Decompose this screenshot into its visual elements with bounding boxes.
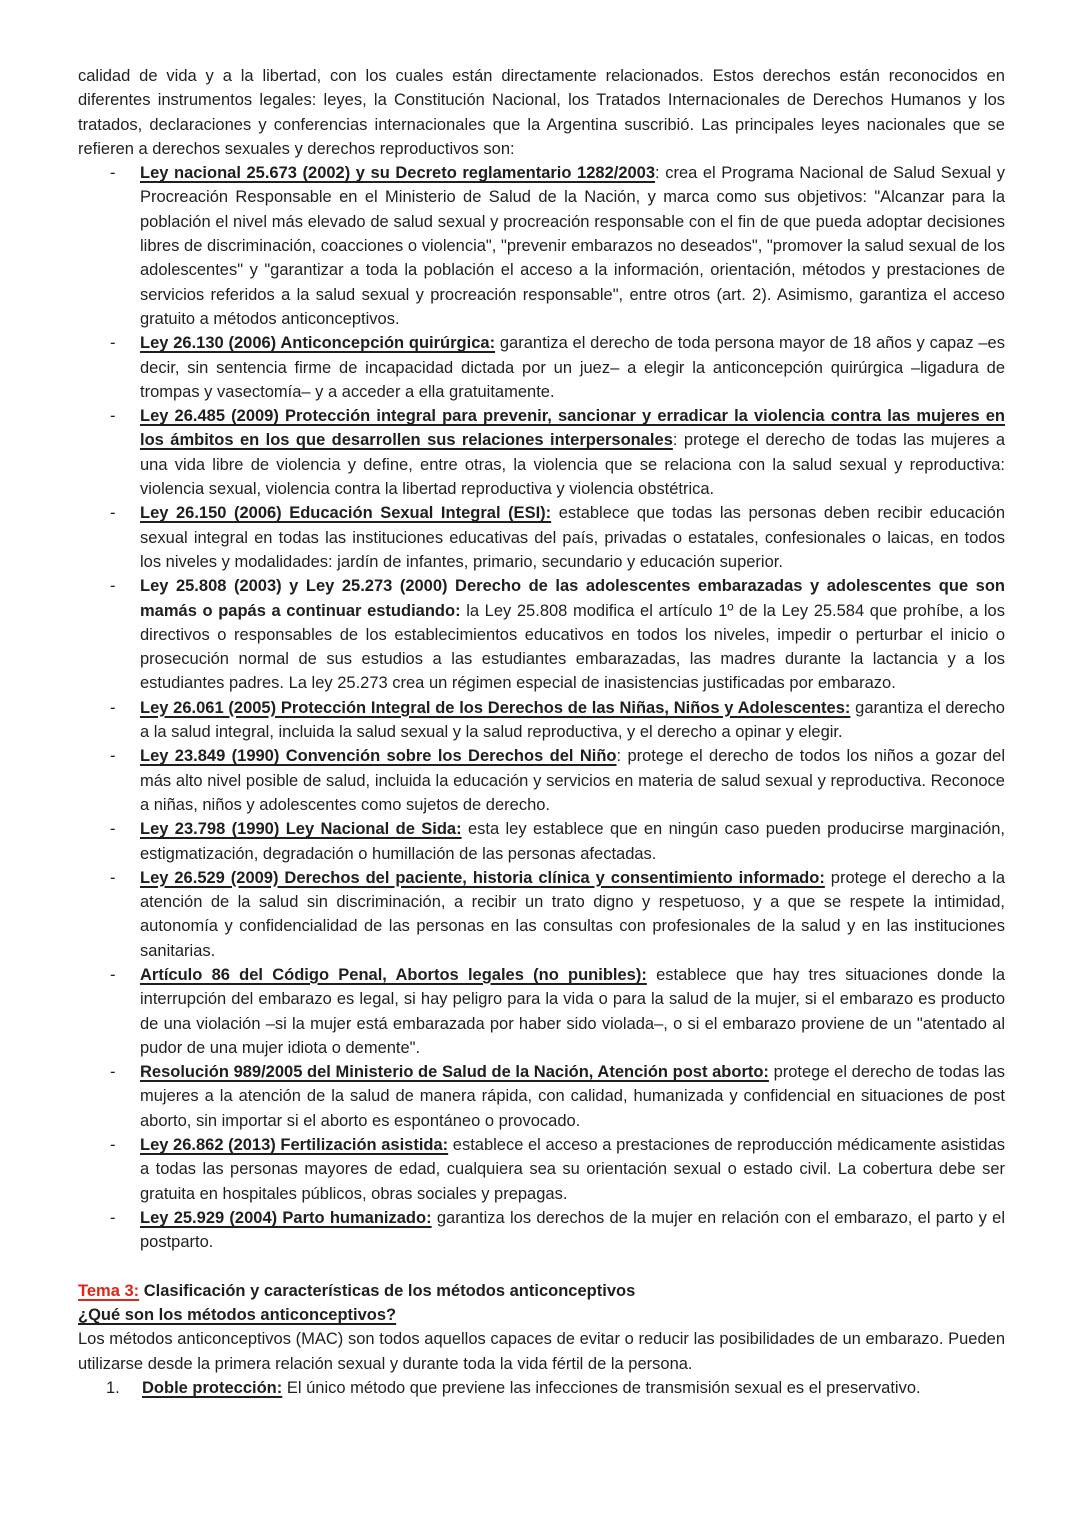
bullet-dash: - — [110, 1136, 116, 1155]
bullet-dash: - — [110, 407, 116, 426]
law-description: garantiza los derechos de la mujer en relación con el embarazo, el parto y el postparto. — [140, 1208, 1005, 1252]
law-title: Ley nacional 25.673 (2002) y su Decreto reglamentario 1282/2003 — [140, 164, 656, 183]
law-item-8 — [78, 817, 1005, 866]
item-number: 1. — [106, 1379, 120, 1398]
tema3-title: Clasificación y características de los métodos anticonceptivos — [139, 1281, 636, 1300]
law-description: protege el derecho de todas las mujeres a la atención de la salud de manera rápida, con calidad, humanizada y confidencial en situaciones de post aborto, sin importar si el aborto es espontáneo o provocado. — [140, 1063, 1005, 1130]
law-description: protege el derecho a la atención de la salud sin discriminación, a recibir un trato digno y respetuoso, y a que se respete la intimidad, autonomía y confidencialidad de las personas en las consultas con profesionales de la salud y en las instituciones sanitarias. — [140, 868, 1005, 960]
mac-paragraph: Los métodos anticonceptivos (MAC) son todos aquellos capaces de evitar o reducir las posibilidades de un embarazo. Pueden utilizarse desde la primera relación sexual y durante toda la vida fértil de la persona. — [78, 1330, 1005, 1373]
bullet-dash: - — [110, 868, 116, 887]
law-item-12 — [78, 1133, 1005, 1206]
bullet-dash: - — [110, 1208, 116, 1227]
item-description: El único método que previene las infecciones de transmisión sexual es el preservativo. — [282, 1379, 921, 1398]
law-text — [140, 963, 1005, 1060]
law-title: Ley 26.130 (2006) Anticoncepción quirúrgica: — [140, 334, 496, 353]
tema3-question-subheading — [78, 1303, 1005, 1327]
law-title: Ley 23.798 (1990) Ley Nacional de Sida: — [140, 820, 462, 839]
tema3-label: Tema 3: — [78, 1281, 140, 1300]
law-item-3 — [78, 404, 1005, 501]
law-item-13 — [78, 1206, 1005, 1255]
law-item-10 — [78, 963, 1005, 1060]
law-title: Ley 23.849 (1990) Convención sobre los Derechos del Niño — [140, 747, 617, 766]
law-text — [140, 501, 1005, 574]
law-description: garantiza el derecho de toda persona mayor de 18 años y capaz –es decir, sin sentencia firme de incapacidad dictada por un juez– a elegir la anticoncepción quirúrgica –ligadura de trompas y vasectomía– y a acceder a ella gratuitamente. — [140, 334, 1005, 401]
section-gap — [78, 1255, 1005, 1279]
law-item-2 — [78, 331, 1005, 404]
law-text — [140, 817, 1005, 866]
law-title: Ley 25.808 (2003) y Ley 25.273 (2000) Derecho de las adolescentes embarazadas y adolescentes que son mamás o papás a continuar estudiando: — [140, 577, 1005, 620]
question-text: ¿Qué son los métodos anticonceptivos? — [78, 1306, 397, 1325]
bullet-dash: - — [110, 504, 116, 523]
law-item-4 — [78, 501, 1005, 574]
law-text — [140, 696, 1005, 745]
law-text — [140, 1133, 1005, 1206]
numbered-text — [142, 1376, 1005, 1400]
law-item-6 — [78, 696, 1005, 745]
law-description: establece que todas las personas deben recibir educación sexual integral en todas las instituciones educativas del país, privadas o estatales, confesionales o laicas, en todos los niveles y modalidades: jardín de infantes, primario, secundario y educación superior. — [140, 504, 1006, 571]
law-title: Ley 26.529 (2009) Derechos del paciente, historia clínica y consentimiento informado: — [140, 868, 825, 887]
law-text — [140, 866, 1005, 963]
law-text — [140, 1060, 1005, 1133]
law-item-11 — [78, 1060, 1005, 1133]
law-text — [140, 1206, 1005, 1255]
law-text — [140, 574, 1005, 695]
bullet-dash: - — [110, 698, 116, 717]
bullet-dash: - — [110, 747, 116, 766]
bullet-dash: - — [110, 820, 116, 839]
law-text — [140, 161, 1005, 331]
intro-paragraph: calidad de vida y a la libertad, con los cuales están directamente relacionados. Estos derechos están reconocidos en diferentes instrumentos legales: leyes, la Constitución Nacional, los Tratados Internacionales de Derechos Humanos y los tratados, declaraciones y conferencias internacionales que la Argentina suscribió. Las principales leyes nacionales que se refieren a derechos sexuales y derechos reproductivos son: — [78, 67, 1005, 158]
law-item-5 — [78, 574, 1005, 695]
bullet-dash: - — [110, 1063, 116, 1082]
law-item-7 — [78, 744, 1005, 817]
tema3-heading — [78, 1279, 1005, 1303]
law-title: Resolución 989/2005 del Ministerio de Salud de la Nación, Atención post aborto: — [140, 1063, 769, 1082]
bullet-dash: - — [110, 577, 116, 596]
law-description: establece que hay tres situaciones donde la interrupción del embarazo es legal, si hay peligro para la vida o para la salud de la mujer, si el embarazo es producto de una violación –si la mujer está embarazada por haber sido violada–, o si el embarazo proviene de un "atentado al pudor de una mujer idiota o demente". — [140, 965, 1006, 1057]
law-text — [140, 331, 1005, 404]
item-title: Doble protección: — [142, 1379, 283, 1398]
law-title: Ley 25.929 (2004) Parto humanizado: — [140, 1208, 432, 1227]
numbered-item-1 — [78, 1376, 1005, 1400]
bullet-dash: - — [110, 334, 116, 353]
law-title: Ley 26.150 (2006) Educación Sexual Integral (ESI): — [140, 504, 552, 523]
bullet-dash: - — [110, 965, 116, 984]
law-description: : protege el derecho de todos los niños a gozar del más alto nivel posible de salud, incluida la educación y servicios en materia de salud sexual y reproductiva. Reconoce a niñas, niños y adolescentes como sujetos de derecho. — [140, 747, 1005, 814]
law-item-9 — [78, 866, 1005, 963]
law-title: Ley 26.862 (2013) Fertilización asistida: — [140, 1136, 449, 1155]
bullet-dash: - — [110, 164, 116, 183]
law-description: la Ley 25.808 modifica el artículo 1º de la Ley 25.584 que prohíbe, a los directivos o responsables de los establecimientos educativos en todos los niveles, impedir o perturbar el inicio o prosecución normal de sus estudios a las estudiantes embarazadas, las madres durante la lactancia y a los estudiantes padres. La ley 25.273 crea un régimen especial de inasistencias justificadas por embarazo. — [140, 601, 1005, 693]
law-description: establece el acceso a prestaciones de reproducción médicamente asistidas a todas las personas mayores de edad, cualquiera sea su orientación sexual o estado civil. La cobertura debe ser gratuita en hospitales públicos, obras sociales y prepagas. — [140, 1136, 1005, 1203]
law-item-1 — [78, 161, 1005, 331]
law-text — [140, 404, 1005, 501]
law-description: garantiza el derecho a la salud integral, incluida la salud sexual y la salud reproductiva, y el derecho a opinar y elegir. — [140, 698, 1005, 742]
law-title: Ley 26.061 (2005) Protección Integral de los Derechos de las Niñas, Niños y Adolescentes: — [140, 698, 851, 717]
law-title: Ley 26.485 (2009) Protección integral para prevenir, sancionar y erradicar la violencia contra las mujeres en los ámbitos en los que desarrollen sus relaciones interpersonales — [140, 407, 1005, 450]
law-title: Artículo 86 del Código Penal, Abortos legales (no punibles): — [140, 965, 647, 984]
law-description: : crea el Programa Nacional de Salud Sexual y Procreación Responsable en el Ministerio de Salud de la Nación, y marca como sus objetivos: "Alcanzar para la población el nivel más elevado de salud sexual y procreación responsable con el fin de que pueda adoptar decisiones libres de discriminación, coacciones o violencia", "prevenir embarazos no deseados", "promover la salud sexual de los adolescentes" y "garantizar a toda la población el acceso a la información, orientación, métodos y prestaciones de servicios referidos a la salud sexual y procreación responsable", entre otros (art. 2). Asimismo, garantiza el acceso gratuito a métodos anticonceptivos. — [140, 164, 1005, 328]
law-description: esta ley establece que en ningún caso pueden producirse marginación, estigmatización, degradación o humillación de las personas afectadas. — [140, 820, 1005, 863]
law-description: : protege el derecho de todas las mujeres a una vida libre de violencia y define, entre otras, la violencia que se relaciona con la salud sexual y reproductiva: violencia sexual, violencia contra la libertad reproductiva y violencia obstétrica. — [140, 431, 1005, 499]
law-text — [140, 744, 1005, 817]
